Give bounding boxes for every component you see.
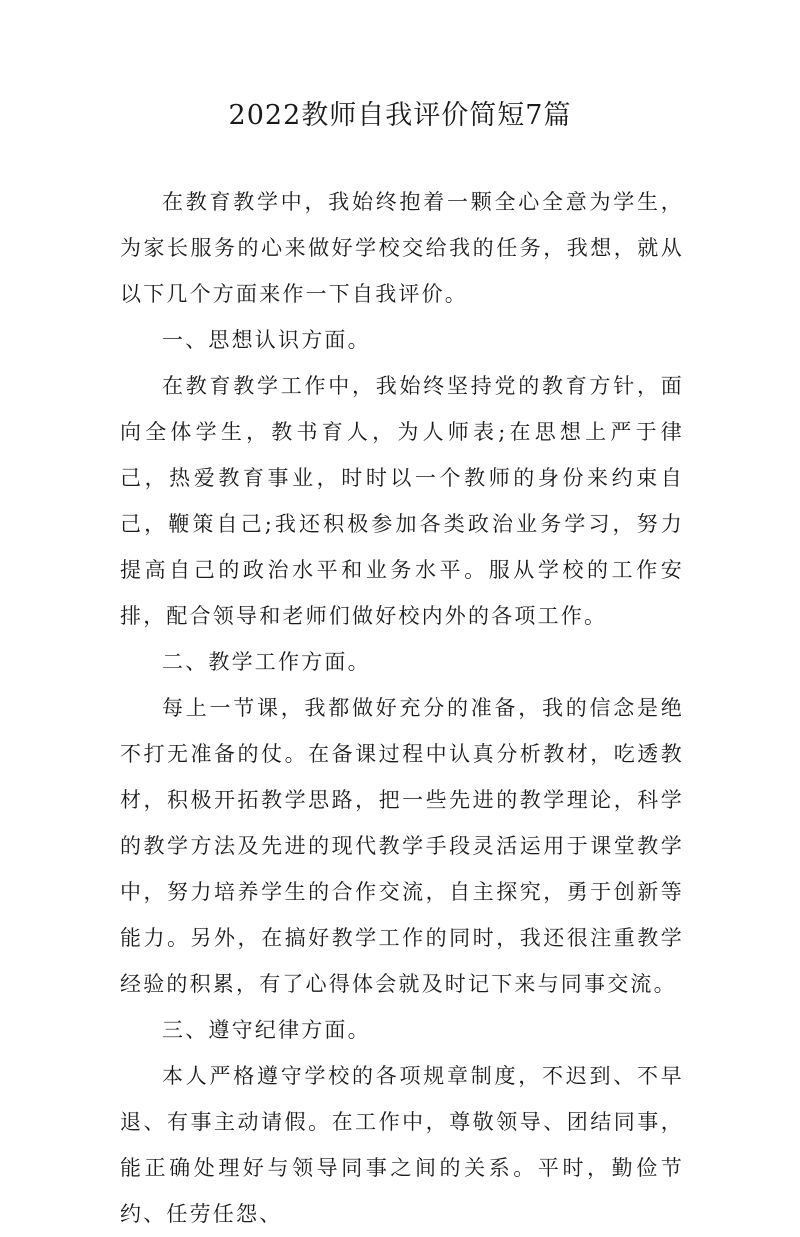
document-title: 2022教师自我评价简短7篇 <box>228 100 572 131</box>
document-body <box>120 179 684 1237</box>
thought-paragraph: 在教育教学工作中，我始终坚持党的教育方针，面向全体学生，教书育人，为人师表;在思想上严于律己，热爱教育事业，时时以一个教师的身份来约束自己，鞭策自己;我还积极参加各类政治业务学习，努力提高自己的政治水平和业务水平。服从学校的工作安排，配合领导和老师们做好校内外的各项工作。 <box>120 374 684 628</box>
intro-paragraph: 在教育教学中，我始终抱着一颗全心全意为学生，为家长服务的心来做好学校交给我的任务，我想，就从以下几个方面来作一下自我评价。 <box>120 190 684 306</box>
discipline-paragraph: 本人严格遵守学校的各项规章制度，不迟到、不早退、有事主动请假。在工作中，尊敬领导、团结同事，能正确处理好与领导同事之间的关系。平时，勤俭节约、任劳任怨、 <box>120 1064 684 1226</box>
section-heading-teaching: 二、教学工作方面。 <box>162 650 371 674</box>
teaching-paragraph: 每上一节课，我都做好充分的准备，我的信念是绝不打无准备的仗。在备课过程中认真分析教材，吃透教材，积极开拓教学思路，把一些先进的教学理论，科学的教学方法及先进的现代教学手段灵活运用于课堂教学中，努力培养学生的合作交流，自主探究，勇于创新等能力。另外，在搞好教学工作的同时，我还很注重教学经验的积累，有了心得体会就及时记下来与同事交流。 <box>120 696 684 996</box>
section-heading-discipline: 三、遵守纪律方面。 <box>162 1018 371 1042</box>
section-heading-thought: 一、思想认识方面。 <box>162 328 371 352</box>
